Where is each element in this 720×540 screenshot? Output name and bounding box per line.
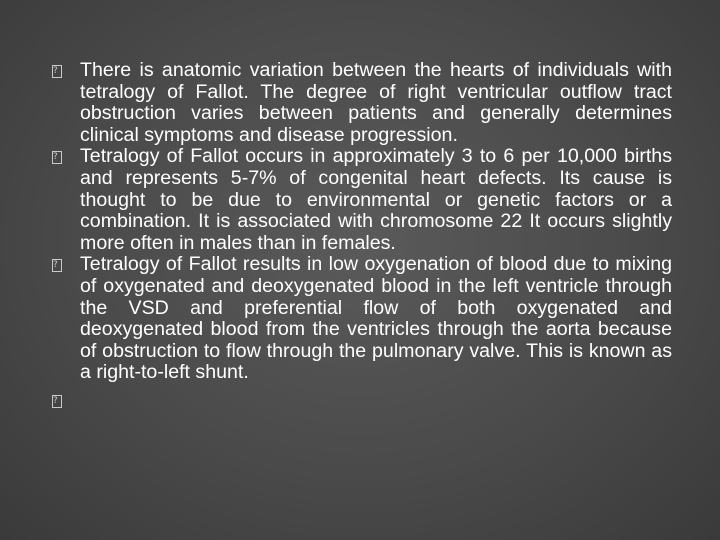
bullet-text: Tetralogy of Fallot results in low oxygenation of blood due to mixing of oxygenated and deoxygenated blood in the left ventricle through the VSD and preferential flow of both oxygenated and deoxygenated blood from the ventricles through the aorta because of obstruction to flow through the pulmonary valve. This is known as a right-to-left shunt.	[80, 253, 672, 384]
bullet-item-incidence	[52, 146, 672, 254]
bullet-marker-icon: ?	[52, 395, 62, 408]
bullet-list	[52, 60, 672, 412]
bullet-item-oxygenation	[52, 254, 672, 384]
bullet-marker-icon: ?	[52, 259, 62, 272]
bullet-marker-icon: ?	[52, 65, 62, 78]
bullet-marker-icon: ?	[52, 151, 62, 164]
bullet-item-empty	[52, 390, 672, 412]
bullet-item-anatomic-variation	[52, 60, 672, 146]
bullet-text: There is anatomic variation between the hearts of individuals with tetralogy of Fallot. The degree of right ventricular outflow tract obstruction varies between patients and generally determines clinical symptoms and disease progression.	[80, 59, 672, 146]
bullet-text: Tetralogy of Fallot occurs in approximately 3 to 6 per 10,000 births and represents 5-7% of congenital heart defects. Its cause is thought to be due to environmental or genetic factors or a combination. It is associated with chromosome 22 It occurs slightly more often in males than in females.	[80, 145, 672, 254]
